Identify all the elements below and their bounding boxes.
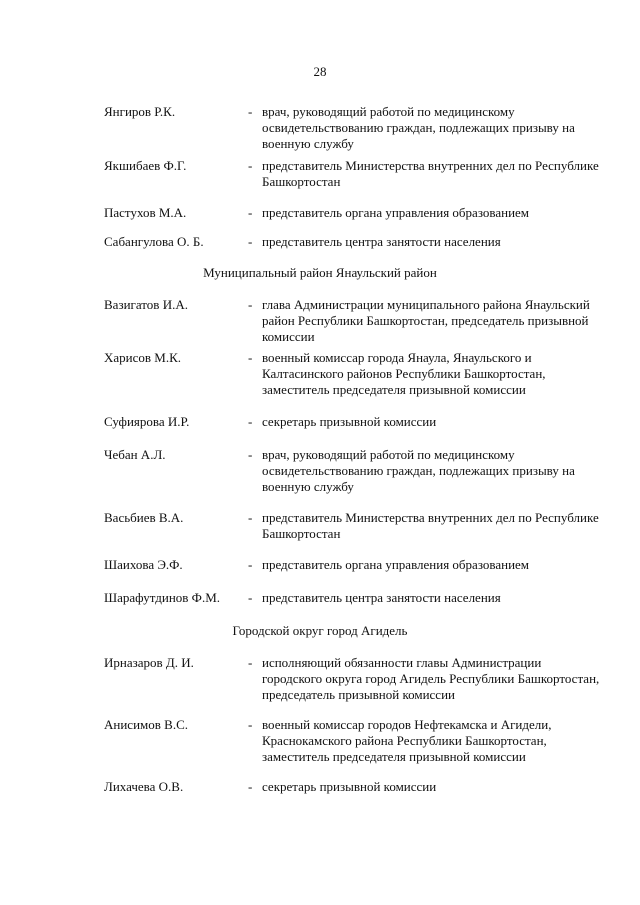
member-name: Якшибаев Ф.Г. (104, 158, 187, 173)
member-name: Анисимов В.С. (104, 717, 188, 732)
dash: - (248, 510, 253, 525)
dash: - (248, 590, 253, 605)
member-name: Лихачева О.В. (104, 779, 184, 794)
member-name: Янгиров Р.К. (104, 104, 176, 119)
dash: - (248, 234, 253, 249)
member-role: глава Администрации муниципального района Янаульский район Республики Башкортостан, председатель призывной комиссии (262, 297, 590, 344)
member-name: Шаихова Э.Ф. (104, 557, 183, 572)
member-name: Васьбиев В.А. (104, 510, 184, 525)
member-role: представитель центра занятости населения (262, 234, 501, 249)
member-role: представитель Министерства внутренних дел по Республике Башкортостан (262, 510, 599, 541)
section-heading: Муниципальный район Янаульский район (203, 265, 437, 280)
member-name: Пастухов М.А. (104, 205, 187, 220)
member-role: представитель центра занятости населения (262, 590, 501, 605)
member-role: представитель Министерства внутренних дел по Республике Башкортостан (262, 158, 599, 189)
dash: - (248, 414, 253, 429)
member-role: врач, руководящий работой по медицинскому освидетельствованию граждан, подлежащих призыву на военную службу (262, 447, 575, 494)
dash: - (248, 447, 253, 462)
dash: - (248, 779, 253, 794)
member-role: военный комиссар городов Нефтекамска и Агидели, Краснокамского района Республики Башкортостан, заместитель председателя призывной комиссии (262, 717, 552, 764)
member-role: врач, руководящий работой по медицинскому освидетельствованию граждан, подлежащих призыву на военную службу (262, 104, 575, 151)
dash: - (248, 655, 253, 670)
member-role: представитель органа управления образованием (262, 205, 530, 220)
member-role: секретарь призывной комиссии (262, 414, 437, 429)
member-role: военный комиссар города Янаула, Янаульского и Калтасинского районов Республики Башкортостан, заместитель председателя призывной комиссии (262, 350, 546, 397)
dash: - (248, 104, 253, 119)
dash: - (248, 158, 253, 173)
member-name: Сабангулова О. Б. (104, 234, 204, 249)
member-name: Шарафутдинов Ф.М. (104, 590, 221, 605)
member-name: Чебан А.Л. (104, 447, 166, 462)
member-name: Харисов М.К. (104, 350, 182, 365)
member-role: секретарь призывной комиссии (262, 779, 437, 794)
member-name: Вазигатов И.А. (104, 297, 188, 312)
dash: - (248, 297, 253, 312)
dash: - (248, 557, 253, 572)
member-name: Суфиярова И.Р. (104, 414, 190, 429)
dash: - (248, 205, 253, 220)
dash: - (248, 350, 253, 365)
member-name: Ирназаров Д. И. (104, 655, 194, 670)
section-heading: Городской округ город Агидель (232, 623, 408, 638)
dash: - (248, 717, 253, 732)
member-role: исполняющий обязанности главы Администрации городского округа город Агидель Республики Башкортостан, председатель призывной комиссии (262, 655, 600, 702)
page-number: 28 (313, 64, 327, 79)
member-role: представитель органа управления образованием (262, 557, 530, 572)
